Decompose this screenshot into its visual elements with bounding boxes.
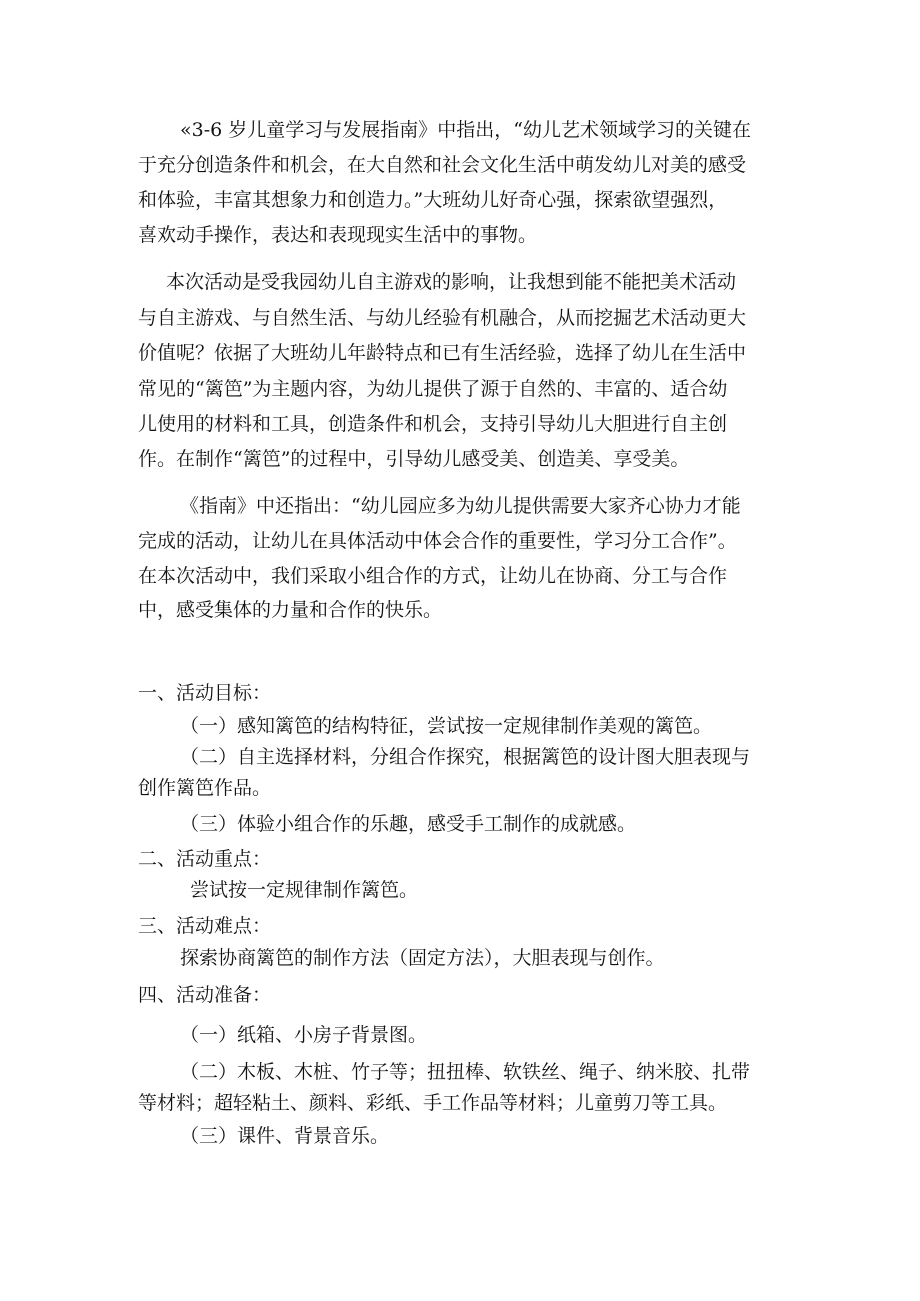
intro-p1-line-3: 和体验，丰富其想象力和创造力。”大班幼儿好奇心强，探索欲望强烈， xyxy=(138,189,728,211)
intro-p3-line-2: 完成的活动，让幼儿在具体活动中体会合作的重要性，学习分工合作”。 xyxy=(138,530,737,552)
intro-p2-line-4: 常见的“篱笆”为主题内容，为幼儿提供了源于自然的、丰富的、适合幼 xyxy=(138,378,728,400)
intro-p2-line-5: 儿使用的材料和工具，创造条件和机会，支持引导幼儿大胆进行自主创 xyxy=(138,413,728,435)
keypoint-text: 尝试按一定规律制作篱笆。 xyxy=(190,879,419,901)
goals-item-2-line-1: （二）自主选择材料，分组合作探究，根据篱笆的设计图大胆表现与 xyxy=(180,746,751,768)
preparation-item-2-line-2: 等材料；超轻粘土、颜料、彩纸、手工作品等材料；儿童剪刀等工具。 xyxy=(138,1092,728,1114)
intro-p2-line-6: 作。在制作“篱笆”的过程中，引导幼儿感受美、创造美、享受美。 xyxy=(138,448,690,470)
intro-p1-line-2: 于充分创造条件和机会，在大自然和社会文化生活中萌发幼儿对美的感受 xyxy=(138,154,747,176)
intro-p2-line-3: 价值呢？依据了大班幼儿年龄特点和已有生活经验，选择了幼儿在生活中 xyxy=(138,342,747,364)
goals-item-1: （一）感知篱笆的结构特征，尝试按一定规律制作美观的篱笆。 xyxy=(180,715,713,737)
intro-p1-line-1: «3-6 岁儿童学习与发展指南》中指出，“幼儿艺术领域学习的关键在 xyxy=(180,119,751,141)
keypoint-heading: 二、活动重点： xyxy=(138,848,272,870)
intro-p3-line-3: 在本次活动中，我们采取小组合作的方式，让幼儿在协商、分工与合作 xyxy=(138,565,728,587)
goals-item-2-line-2: 创作篱笆作品。 xyxy=(138,777,272,799)
intro-p3-line-1: 《指南》中还指出：“幼儿园应多为幼儿提供需要大家齐心协力才能 xyxy=(180,495,741,517)
intro-p2-line-1: 本次活动是受我园幼儿自主游戏的影响，让我想到能不能把美术活动 xyxy=(166,271,737,293)
goals-item-3: （三）体验小组合作的乐趣，感受手工制作的成就感。 xyxy=(180,813,637,835)
difficulty-heading: 三、活动难点： xyxy=(138,915,272,937)
preparation-heading: 四、活动准备： xyxy=(138,984,272,1006)
preparation-item-1: （一）纸箱、小房子背景图。 xyxy=(180,1024,428,1046)
preparation-item-2-line-1: （二）木板、木桩、竹子等；扭扭棒、软铁丝、绳子、纳米胶、扎带 xyxy=(180,1061,751,1083)
intro-p2-line-2: 与自主游戏、与自然生活、与幼儿经验有机融合，从而挖掘艺术活动更大 xyxy=(138,307,747,329)
goals-heading: 一、活动目标： xyxy=(138,682,272,704)
intro-p1-line-4: 喜欢动手操作，表达和表现现实生活中的事物。 xyxy=(138,224,538,246)
intro-p3-line-4: 中，感受集体的力量和合作的快乐。 xyxy=(138,599,443,621)
preparation-item-3: （三）课件、背景音乐。 xyxy=(180,1125,390,1147)
difficulty-text: 探索协商篱笆的制作方法（固定方法），大胆表现与创作。 xyxy=(180,947,665,969)
